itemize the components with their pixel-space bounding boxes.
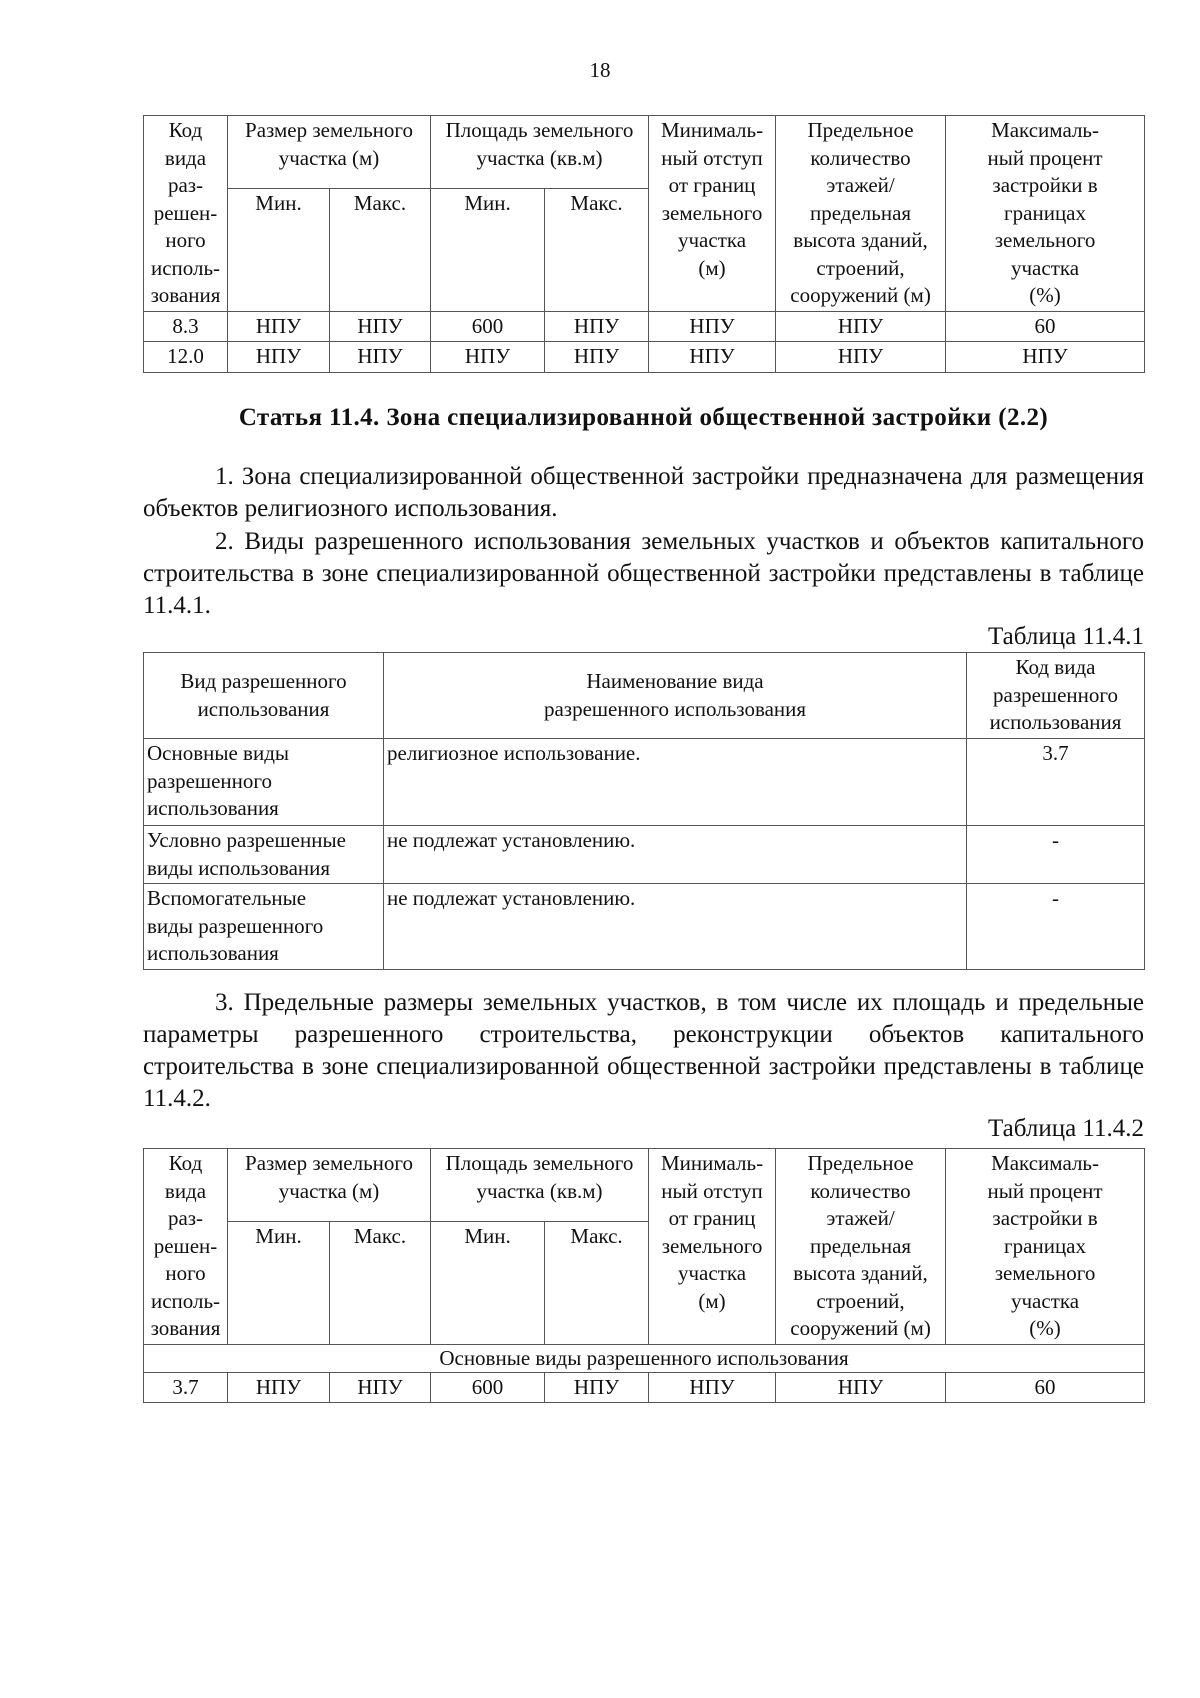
header-code: Код вида раз- решен- ного исполь- зования [144, 1149, 228, 1345]
table-row: Условно разрешенные виды использования не подлежат установлению. - [144, 826, 1145, 884]
header-area-min: Мин. [431, 189, 545, 312]
table-row: 8.3 НПУ НПУ 600 НПУ НПУ НПУ 60 [144, 311, 1145, 342]
permitted-use-table [143, 652, 1145, 970]
header-use-code: Код вида разрешенного использования [967, 653, 1145, 739]
header-area-min: Мин. [431, 1222, 545, 1345]
paragraph-1: 1. Зона специализированной общественной застройки предназначена для размещения объектов религиозного использования. [143, 463, 1144, 522]
header-size-max: Макс. [330, 189, 431, 312]
parameters-table-11-4-2 [143, 1148, 1145, 1403]
header-floors: Предельное количество этажей/ предельная высота зданий, строений, сооружений (м) [776, 116, 946, 312]
paragraph-2: 2. Виды разрешенного использования земельных участков и объектов капитального строительства в зоне специализированной общественной застройки представлены в таблице 11.4.1. [143, 528, 1144, 619]
table-row: Основные виды разрешенного использования религиозное использование. 3.7 [144, 739, 1145, 826]
header-area-max: Макс. [545, 189, 649, 312]
table-row: Вспомогательные виды разрешенного использования не подлежат установлению. - [144, 884, 1145, 970]
header-size-max: Макс. [330, 1222, 431, 1345]
header-plot-area: Площадь земельного участка (кв.м) [431, 1149, 649, 1222]
header-coverage: Максималь- ный процент застройки в границах земельного участка (%) [946, 116, 1145, 312]
header-size-min: Мин. [228, 189, 330, 312]
page-number: 18 [589, 58, 611, 82]
header-setback: Минималь- ный отступ от границ земельного участка (м) [649, 116, 776, 312]
header-plot-size: Размер земельного участка (м) [228, 1149, 431, 1222]
header-coverage: Максималь- ный процент застройки в границах земельного участка (%) [946, 1149, 1145, 1345]
header-name: Наименование вида разрешенного использования [384, 653, 967, 739]
header-setback: Минималь- ный отступ от границ земельного участка (м) [649, 1149, 776, 1345]
header-kind: Вид разрешенного использования [144, 653, 384, 739]
header-plot-size: Размер земельного участка (м) [228, 116, 431, 189]
paragraph-3: 3. Предельные размеры земельных участков, в том числе их площадь и предельные параметры разрешенного строительства, реконструкции объектов капитального строительства в зоне специализированной общественной застройки представлены в таблице 11.4.2. [143, 989, 1144, 1112]
table-row: 3.7 НПУ НПУ 600 НПУ НПУ НПУ 60 [144, 1372, 1145, 1403]
header-floors: Предельное количество этажей/ предельная высота зданий, строений, сооружений (м) [776, 1149, 946, 1345]
header-code: Код вида раз- решен- ного исполь- зования [144, 116, 228, 312]
header-plot-area: Площадь земельного участка (кв.м) [431, 116, 649, 189]
section-label: Основные виды разрешенного использования [144, 1344, 1145, 1372]
table-header-row [144, 653, 1145, 739]
table-row: 12.0 НПУ НПУ НПУ НПУ НПУ НПУ НПУ [144, 342, 1145, 373]
header-area-max: Макс. [545, 1222, 649, 1345]
header-size-min: Мин. [228, 1222, 330, 1345]
parameters-table-continued [143, 115, 1145, 373]
table-caption-11-4-1: Таблица 11.4.1 [988, 623, 1144, 650]
table-caption-11-4-2: Таблица 11.4.2 [988, 1115, 1144, 1142]
article-heading: Статья 11.4. Зона специализированной общественной застройки (2.2) [238, 404, 1049, 431]
